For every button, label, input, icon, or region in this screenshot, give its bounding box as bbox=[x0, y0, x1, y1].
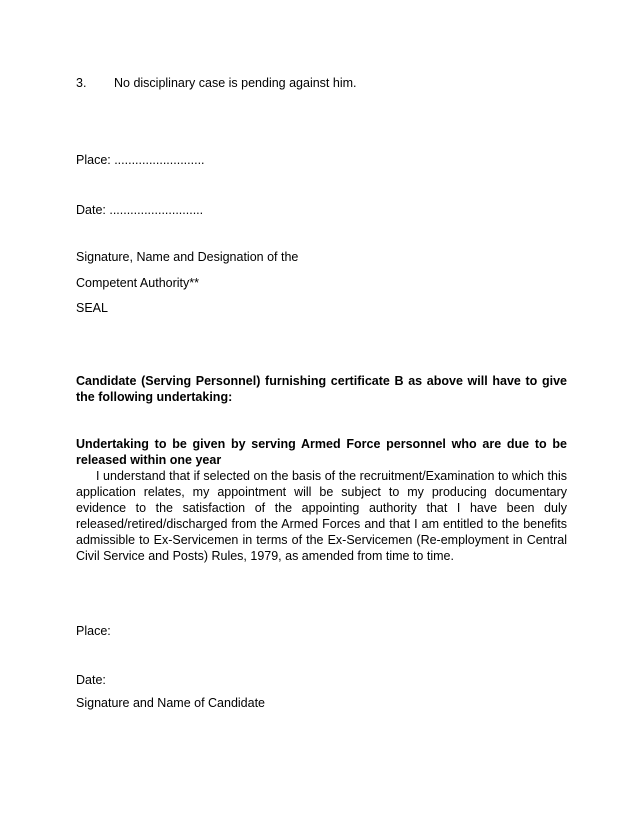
authority-date-field: Date: ........................... bbox=[76, 203, 204, 217]
item-text: No disciplinary case is pending against him. bbox=[114, 76, 357, 90]
undertaking-paragraph: I understand that if selected on the basis of the recruitment/Examination to which this application relates, my appointment will be subject to my producing documentary evidence to the satisfaction of the appointing authority that I have been duly released/retired/discharged from the Armed Forces and that I am entitled to the benefits admissible to Ex-Servicemen in terms of the Ex-Servicemen (Re-employment in Central Civil Service and Posts) Rules, 1979, as amended from time to time. bbox=[76, 469, 567, 563]
competent-authority-label: Competent Authority** bbox=[76, 276, 199, 290]
undertaking-heading: Undertaking to be given by serving Armed Force personnel who are due to be released within one year bbox=[76, 437, 567, 467]
candidate-date-field: Date: bbox=[76, 673, 106, 687]
authority-place-field: Place: .......................... bbox=[76, 153, 205, 167]
item-number: 3. bbox=[76, 76, 87, 90]
seal-label: SEAL bbox=[76, 301, 108, 315]
authority-signature-line: Signature, Name and Designation of the bbox=[76, 250, 299, 264]
candidate-signature-label: Signature and Name of Candidate bbox=[76, 696, 266, 710]
candidate-place-field: Place: bbox=[76, 624, 111, 638]
candidate-heading: Candidate (Serving Personnel) furnishing certificate B as above will have to give the following undertaking: bbox=[76, 374, 567, 404]
